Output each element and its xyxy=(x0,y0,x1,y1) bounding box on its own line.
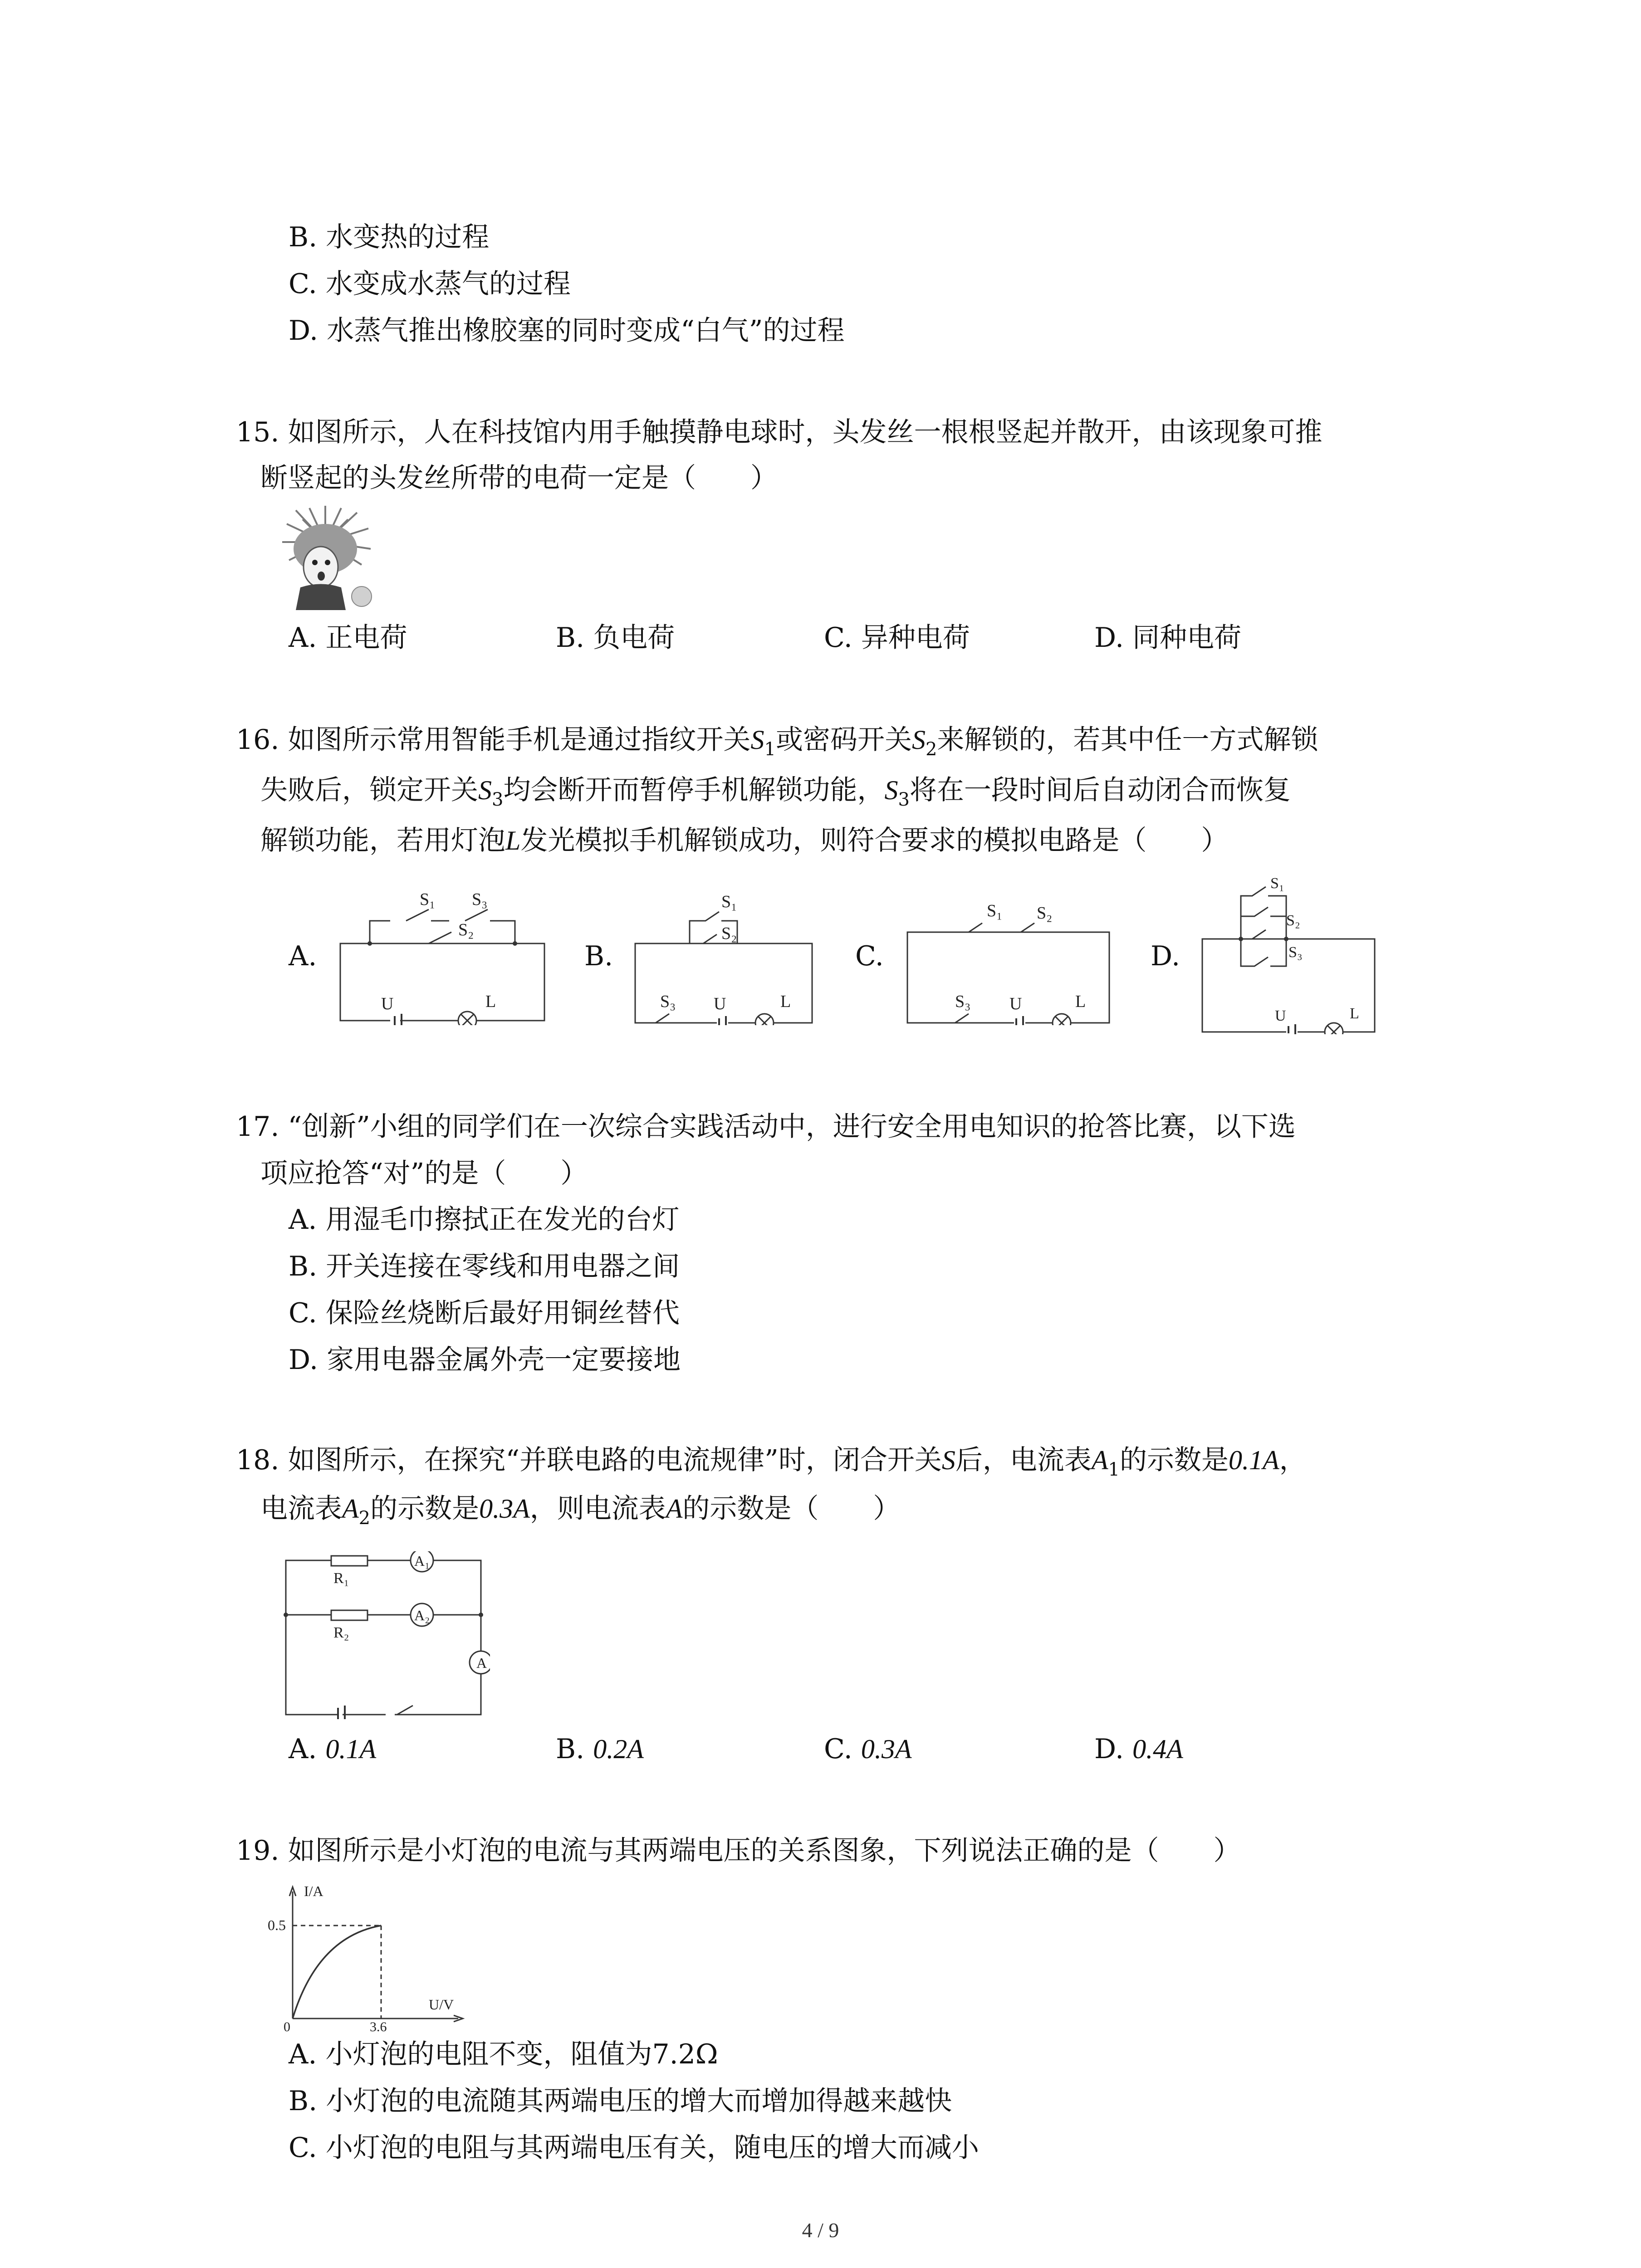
q16-stem-line3: 解锁功能，若用灯泡L发光模拟手机解锁成功，则符合要求的模拟电路是（ ） xyxy=(260,825,1229,856)
svg-text:R₁: R₁ xyxy=(333,1570,349,1587)
q19-stem: 19. 如图所示是小灯泡的电流与其两端电压的关系图象，下列说法正确的是（ ） xyxy=(236,1835,1241,1867)
svg-text:A₂: A₂ xyxy=(414,1607,430,1623)
svg-text:L: L xyxy=(485,992,496,1011)
q19-iu-graph xyxy=(268,1878,476,2032)
svg-text:S₃: S₃ xyxy=(955,992,971,1011)
svg-text:S₂: S₂ xyxy=(1286,912,1300,929)
svg-text:S₁: S₁ xyxy=(420,890,436,909)
svg-text:R₂: R₂ xyxy=(333,1624,349,1641)
svg-text:A₁: A₁ xyxy=(414,1553,430,1569)
svg-text:S₂: S₂ xyxy=(1037,904,1053,923)
q16-label-b: B. xyxy=(584,940,613,972)
page-number: 4 / 9 xyxy=(802,2219,839,2242)
q18-stem-line1: 18. 如图所示，在探究“并联电路的电流规律”时，闭合开关S后，电流表$A_1$的示数是0.1A， xyxy=(236,1444,1307,1480)
q18-option-b: B. 0.2A xyxy=(556,1733,644,1765)
svg-text:0.5: 0.5 xyxy=(268,1917,286,1933)
svg-text:S₁: S₁ xyxy=(721,892,737,911)
q17-option-d: D. 家用电器金属外壳一定要接地 xyxy=(289,1344,681,1376)
svg-text:U/V: U/V xyxy=(429,1996,454,2013)
svg-text:L: L xyxy=(1075,992,1086,1011)
q14-option-d: D. 水蒸气推出橡胶塞的同时变成“白气”的过程 xyxy=(289,315,845,347)
q15-option-a: A. 正电荷 xyxy=(289,622,407,654)
q15-stem-line2: 断竖起的头发丝所带的电荷一定是（ ） xyxy=(260,462,778,494)
q17-option-a: A. 用湿毛巾擦拭正在发光的台灯 xyxy=(289,1204,680,1236)
q16-label-d: D. xyxy=(1151,940,1181,972)
q16-label-c: C. xyxy=(855,940,884,972)
svg-text:U: U xyxy=(1009,994,1022,1013)
q17-stem-line1: 17. “创新”小组的同学们在一次综合实践活动中，进行安全用电知识的抢答比赛，以下选 xyxy=(236,1111,1296,1143)
svg-text:S₂: S₂ xyxy=(721,924,737,943)
svg-text:U: U xyxy=(714,994,726,1013)
q16-stem-line1: 16. 如图所示常用智能手机是通过指纹开关$S_1$或密码开关$S_2$来解锁的，若其中任一方式解锁 xyxy=(236,724,1318,760)
svg-text:S₃: S₃ xyxy=(1288,944,1303,961)
q16-circuit-b xyxy=(628,889,819,1025)
svg-text:A: A xyxy=(476,1655,487,1671)
q14-option-c: C. 水变成水蒸气的过程 xyxy=(289,268,571,300)
q17-option-c: C. 保险丝烧断后最好用铜丝替代 xyxy=(289,1297,680,1329)
q17-option-b: B. 开关连接在零线和用电器之间 xyxy=(289,1251,680,1282)
svg-text:S₁: S₁ xyxy=(1270,875,1284,892)
q16-circuit-d xyxy=(1198,871,1379,1034)
svg-text:I/A: I/A xyxy=(304,1883,323,1899)
svg-text:S₃: S₃ xyxy=(660,992,676,1011)
q16-circuit-a xyxy=(336,885,549,1025)
q18-option-a: A. 0.1A xyxy=(289,1733,377,1765)
svg-text:S₃: S₃ xyxy=(472,890,488,909)
q17-stem-line2: 项应抢答“对”的是（ ） xyxy=(260,1158,588,1189)
q18-circuit-figure xyxy=(281,1551,490,1719)
q16-label-a: A. xyxy=(289,940,317,972)
q15-stem-line1: 15. 如图所示，人在科技馆内用手触摸静电球时，头发丝一根根竖起并散开，由该现象可推 xyxy=(236,416,1323,448)
q15-hair-figure xyxy=(278,506,373,610)
q15-option-b: B. 负电荷 xyxy=(556,622,675,654)
q19-option-b: B. 小灯泡的电流随其两端电压的增大而增加得越来越快 xyxy=(289,2085,952,2117)
svg-text:0: 0 xyxy=(284,2019,290,2032)
q16-circuit-c xyxy=(901,894,1114,1025)
q18-option-c: C. 0.3A xyxy=(824,1733,912,1765)
q15-option-c: C. 异种电荷 xyxy=(824,622,970,654)
q15-option-d: D. 同种电荷 xyxy=(1094,622,1242,654)
svg-text:L: L xyxy=(780,992,791,1011)
q18-option-d: D. 0.4A xyxy=(1094,1733,1183,1765)
svg-text:L: L xyxy=(1350,1005,1359,1022)
q14-option-b: B. 水变热的过程 xyxy=(289,221,490,253)
svg-text:3.6: 3.6 xyxy=(370,2019,387,2032)
q16-stem-line2: 失败后，锁定开关$S_3$均会断开而暂停手机解锁功能，$S_3$将在一段时间后自动闭合而恢复 xyxy=(260,774,1291,810)
svg-text:U: U xyxy=(1275,1007,1286,1024)
q19-option-c: C. 小灯泡的电阻与其两端电压有关，随电压的增大而减小 xyxy=(289,2132,979,2164)
q18-stem-line2: 电流表$A_2$的示数是0.3A，则电流表A的示数是（ ） xyxy=(260,1493,901,1529)
svg-text:U: U xyxy=(381,994,394,1013)
svg-text:S₂: S₂ xyxy=(458,920,474,939)
q19-option-a: A. 小灯泡的电阻不变，阻值为7.2Ω xyxy=(289,2038,718,2070)
svg-text:S₁: S₁ xyxy=(987,901,1003,920)
